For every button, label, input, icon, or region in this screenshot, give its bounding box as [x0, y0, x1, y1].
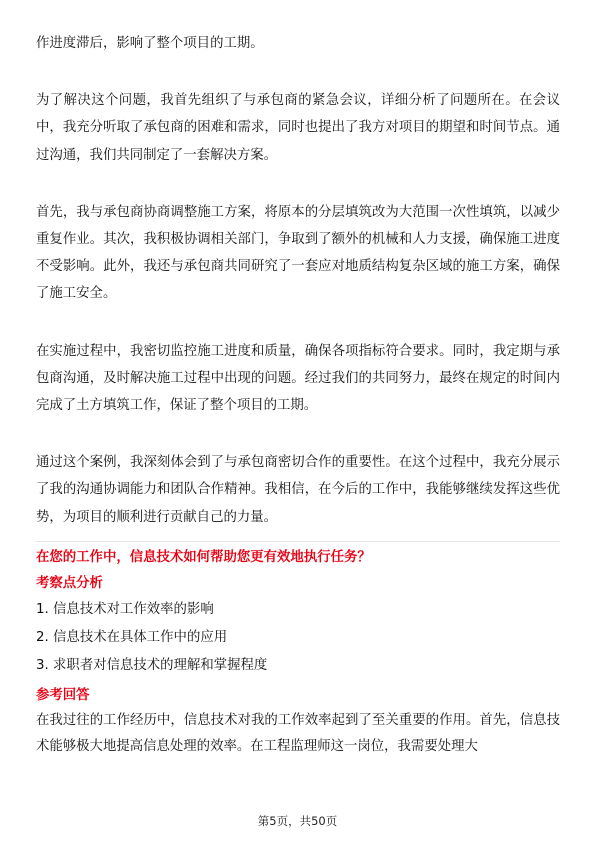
paragraph-4: 在实施过程中，我密切监控施工进度和质量，确保各项指标符合要求。同时，我定期与承包商沟通，及时解决施工过程中出现的问题。经过我们的共同努力，最终在规定的时间内完成了土方填筑工作，保证了整个项目的工期。 — [36, 343, 560, 414]
paragraph-3: 首先，我与承包商协商调整施工方案，将原本的分层填筑改为大范围一次性填筑，以减少重复作业。其次，我积极协调相关部门，争取到了额外的机械和人力支援，确保施工进度不受影响。此外，我还与承包商共同研究了一套应对地质结构复杂区域的施工方案，确保了施工安全。 — [36, 204, 560, 302]
reference-answer-text: 在我过往的工作经历中，信息技术对我的工作效率起到了至关重要的作用。首先，信息技术能够极大地提高信息处理的效率。在工程监理师这一岗位，我需要处理大 — [36, 712, 560, 754]
interview-question: 在您的工作中，信息技术如何帮助您更有效地执行任务？ — [36, 549, 371, 565]
analysis-point: 1. 信息技术对工作效率的影响 — [36, 601, 214, 617]
analysis-heading: 考察点分析 — [36, 575, 103, 591]
document-page — [36, 30, 560, 760]
reference-answer-heading: 参考回答 — [36, 687, 90, 703]
section-divider — [36, 541, 560, 542]
paragraph-5: 通过这个案例，我深刻体会到了与承包商密切合作的重要性。在这个过程中，我充分展示了我的沟通协调能力和团队合作精神。我相信，在今后的工作中，我能够继续发挥这些优势，为项目的顺利进行贡献自己的力量。 — [36, 455, 560, 525]
analysis-point: 2. 信息技术在具体工作中的应用 — [36, 629, 228, 645]
analysis-point: 3. 求职者对信息技术的理解和掌握程度 — [36, 657, 268, 673]
paragraph-2: 为了解决这个问题，我首先组织了与承包商的紧急会议，详细分析了问题所在。在会议中，我充分听取了承包商的困难和需求，同时也提出了我方对项目的期望和时间节点。通过沟通，我们共同制定了一套解决方案。 — [36, 93, 560, 163]
page-number: 第5页，共50页 — [257, 814, 338, 828]
paragraph-1: 作进度滞后，影响了整个项目的工期。 — [36, 36, 264, 51]
